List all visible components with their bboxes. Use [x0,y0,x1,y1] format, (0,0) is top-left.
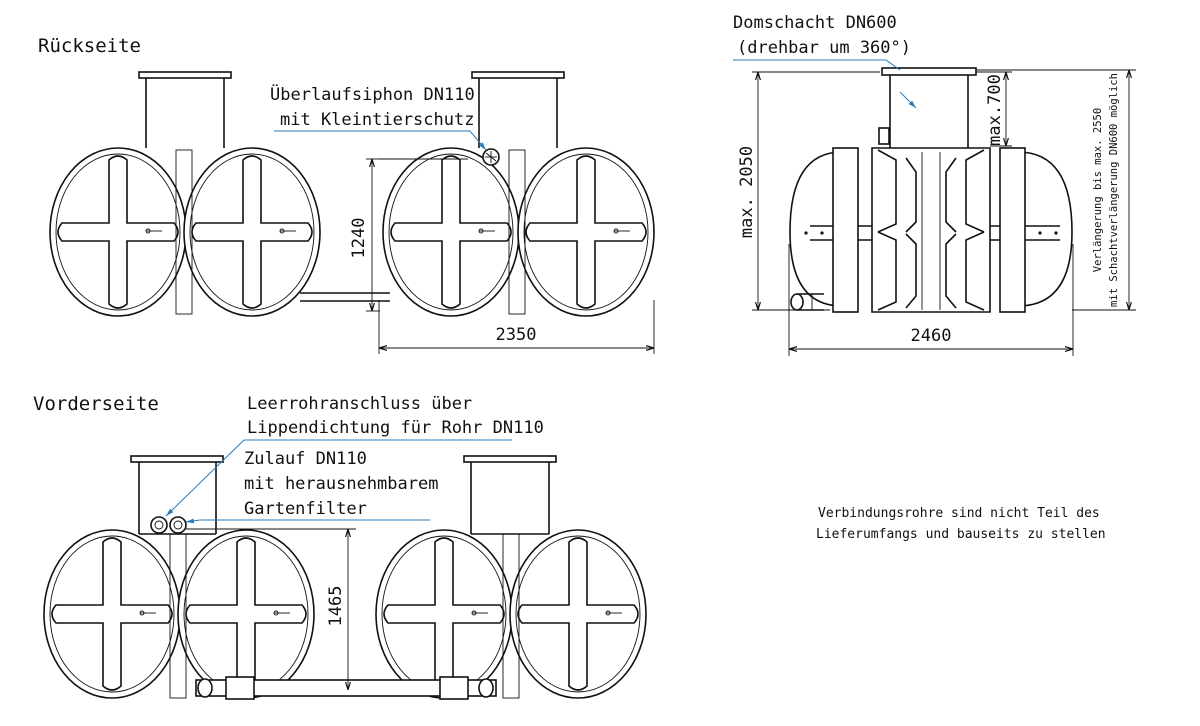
inlet-label-1: Zulauf DN110 [244,449,367,469]
rear-tank-3 [383,148,519,316]
side-width-value: 2460 [910,326,952,346]
side-height-value: max. 2050 [737,145,757,239]
front-view [44,394,646,699]
empty-conduit-label-2: Lippendichtung für Rohr DN110 [247,418,544,438]
front-tank-2 [178,530,314,698]
supply-note-line-2: Lieferumfangs und bauseits zu stellen [816,527,1106,542]
extension-note-2: mit Schachtverlängerung DN600 möglich [1108,73,1120,307]
front-height-value: 1465 [326,585,346,627]
side-band-right [1000,148,1025,312]
front-tank-3 [376,530,512,698]
rear-height-value: 1240 [349,217,369,259]
inlet-port-icon [170,517,186,533]
side-shaft-dimension [976,72,1012,146]
empty-conduit-port-icon [151,517,167,533]
rear-shaft-left [139,72,231,148]
rear-tank-1 [50,148,186,316]
rear-connector-pipe [300,293,390,301]
overflow-siphon-icon [483,149,499,165]
overflow-siphon-leader [274,131,486,150]
inlet-leader [186,520,430,522]
rear-width-value: 2350 [495,325,537,345]
overflow-siphon-label-2: mit Kleintierschutz [280,110,475,130]
front-shaft-right [464,456,556,534]
rear-shaft-right [472,72,564,148]
rear-tank-2 [184,148,320,316]
dome-shaft-leader [733,60,900,70]
side-band-left [833,148,858,312]
side-view [733,13,1136,356]
supply-note-line-1: Verbindungsrohre sind nicht Teil des [818,506,1100,521]
rear-view [50,72,654,354]
front-tank-4 [510,530,646,698]
front-tank-1 [44,530,180,698]
front-view-title: Vorderseite [33,393,159,415]
rear-view-title: Rückseite [38,35,141,57]
extension-note-1: Verlängerung bis max. 2550 [1092,107,1104,273]
inlet-label-3: Gartenfilter [244,499,367,519]
inlet-label-2: mit herausnehmbarem [244,474,439,494]
dome-shaft-label-2: (drehbar um 360°) [737,38,911,58]
dome-shaft-label-1: Domschacht DN600 [733,13,897,33]
overflow-siphon-label-1: Überlaufsiphon DN110 [270,85,475,105]
rear-tank-4 [518,148,654,316]
dome-shaft [879,68,976,150]
empty-conduit-label-1: Leerrohranschluss über [247,394,473,414]
side-shaft-value: max.700 [985,74,1005,146]
side-center-ribs [872,148,990,312]
front-connector-pipe [196,677,496,699]
